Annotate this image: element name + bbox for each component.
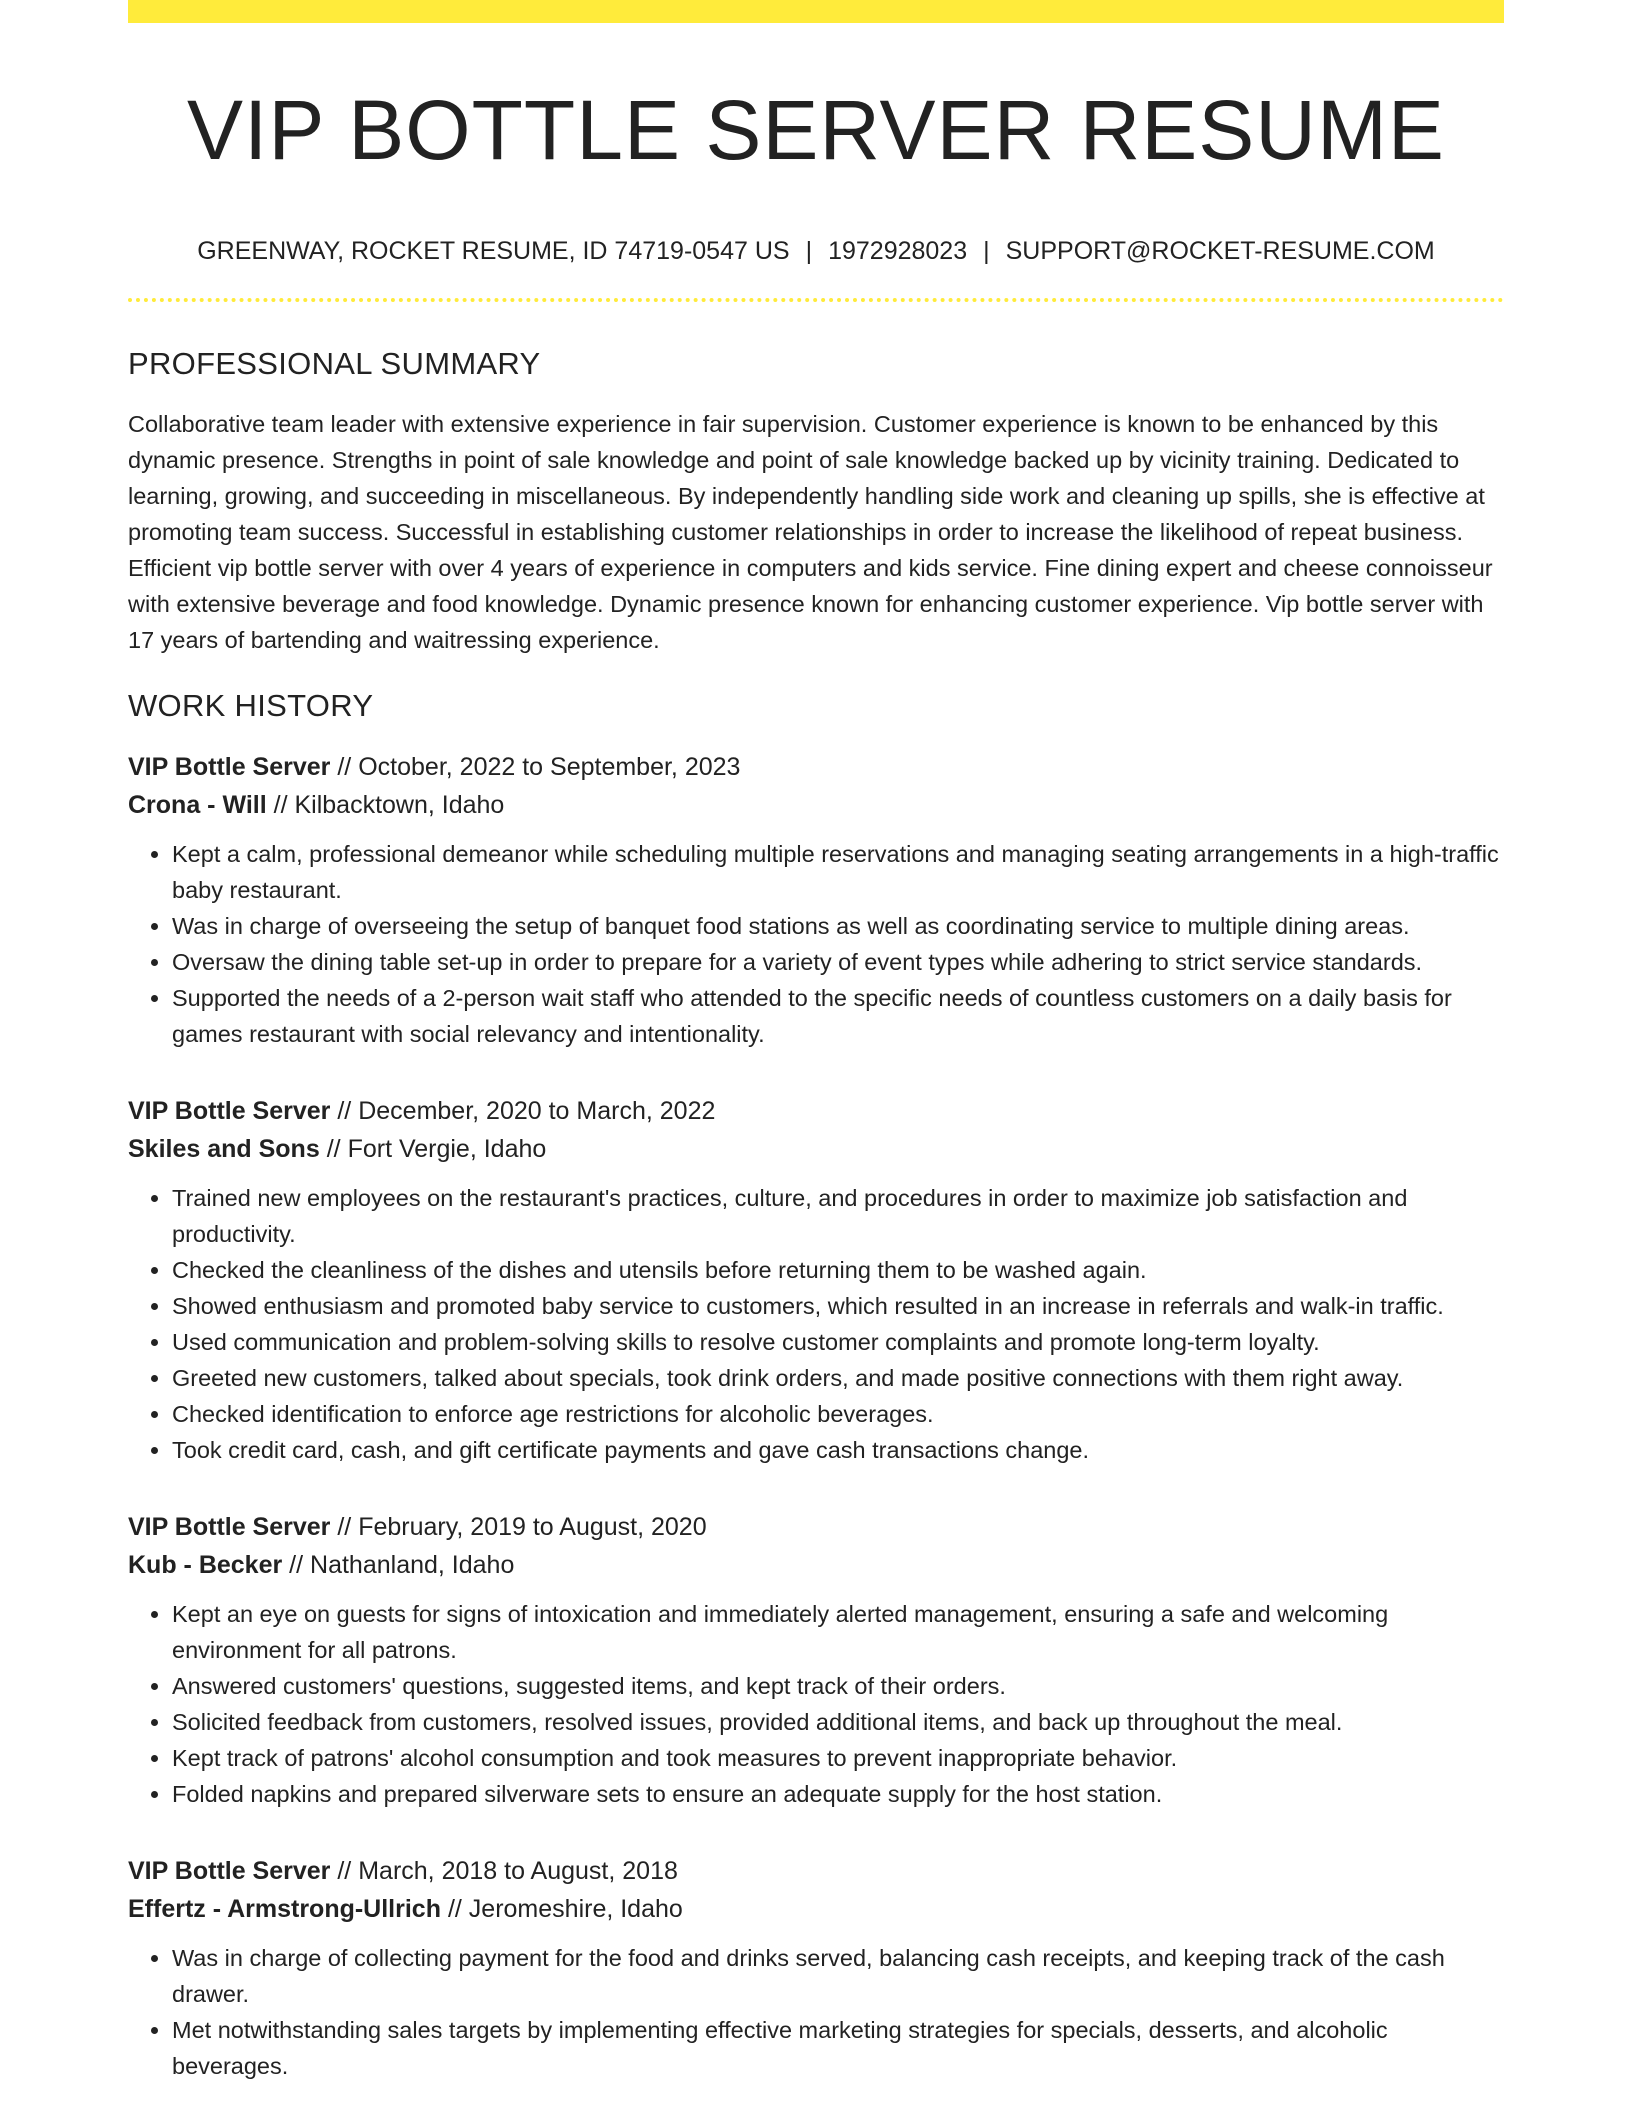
job-title-line	[128, 1508, 1504, 1546]
resume-content	[128, 0, 1504, 2084]
job-bullet: • Checked identification to enforce age restrictions for alcoholic beverages.	[172, 1396, 1504, 1432]
job-company-line	[128, 1130, 1504, 1168]
job-title: VIP Bottle Server	[128, 1857, 331, 1885]
job-bullet: • Took credit card, cash, and gift certificate payments and gave cash transactions change.	[172, 1432, 1504, 1468]
job-entry	[128, 748, 1504, 1052]
job-bullet-list	[128, 836, 1504, 1052]
job-entry	[128, 1508, 1504, 1812]
job-dates: February, 2019 to August, 2020	[358, 1513, 707, 1541]
job-divider: //	[289, 1551, 304, 1579]
job-bullet: • Checked the cleanliness of the dishes and utensils before returning them to be washed again.	[172, 1252, 1504, 1288]
job-bullet: • Folded napkins and prepared silverware sets to ensure an adequate supply for the host station.	[172, 1776, 1504, 1812]
work-history-heading: WORK HISTORY	[128, 688, 374, 723]
job-bullet: • Used communication and problem-solving skills to resolve customer complaints and promote long-term loyalty.	[172, 1324, 1504, 1360]
job-bullet: • Kept a calm, professional demeanor while scheduling multiple reservations and managing seating arrangements in a high-traffic baby restaurant.	[172, 836, 1504, 908]
job-dates: March, 2018 to August, 2018	[358, 1857, 678, 1885]
job-company: Effertz - Armstrong-Ullrich	[128, 1895, 441, 1923]
contact-separator: |	[983, 237, 990, 265]
job-bullet: • Was in charge of overseeing the setup of banquet food stations as well as coordinating service to multiple dining areas.	[172, 908, 1504, 944]
job-entry	[128, 1092, 1504, 1468]
job-bullet: • Answered customers' questions, suggested items, and kept track of their orders.	[172, 1668, 1504, 1704]
job-title-line	[128, 1092, 1504, 1130]
job-bullet-list	[128, 1180, 1504, 1468]
job-dates: December, 2020 to March, 2022	[358, 1097, 716, 1125]
job-location: Fort Vergie, Idaho	[347, 1135, 547, 1163]
job-bullet: • Trained new employees on the restaurant's practices, culture, and procedures in order to maximize job satisfaction and productivity.	[172, 1180, 1504, 1252]
job-divider: //	[273, 791, 288, 819]
job-bullet-list	[128, 1596, 1504, 1812]
job-company: Kub - Becker	[128, 1551, 283, 1579]
contact-address: GREENWAY, ROCKET RESUME, ID 74719-0547 US	[197, 237, 790, 265]
job-bullet: • Kept an eye on guests for signs of intoxication and immediately alerted management, ensuring a safe and welcoming environment for all patrons.	[172, 1596, 1504, 1668]
job-dates: October, 2022 to September, 2023	[358, 753, 741, 781]
job-bullet: • Kept track of patrons' alcohol consumption and took measures to prevent inappropriate behavior.	[172, 1740, 1504, 1776]
job-company-line	[128, 1890, 1504, 1928]
work-history-list	[128, 748, 1504, 2084]
job-divider: //	[337, 1857, 352, 1885]
job-bullet: • Supported the needs of a 2-person wait staff who attended to the specific needs of countless customers on a daily basis for games restaurant with social relevancy and intentionality.	[172, 980, 1504, 1052]
job-title: VIP Bottle Server	[128, 1097, 331, 1125]
job-company-line	[128, 786, 1504, 824]
job-company-line	[128, 1546, 1504, 1584]
summary-heading: PROFESSIONAL SUMMARY	[128, 346, 541, 381]
contact-email: SUPPORT@ROCKET-RESUME.COM	[1005, 237, 1435, 265]
contact-separator: |	[805, 237, 813, 265]
contact-line	[128, 236, 1504, 266]
job-bullet: • Greeted new customers, talked about specials, took drink orders, and made positive connections with them right away.	[172, 1360, 1504, 1396]
summary-text: Collaborative team leader with extensive experience in fair supervision. Customer experience is known to be enhanced by this dynamic presence. Strengths in point of sale knowledge and point of sale knowledge backed up by vicinity training. Dedicated to learning, growing, and succeeding in miscellaneous. By independently handling side work and cleaning up spills, she is effective at promoting team success. Successful in establishing customer relationships in order to increase the likelihood of repeat business. Efficient vip bottle server with over 4 years of experience in computers and kids service. Fine dining expert and cheese connoisseur with extensive beverage and food knowledge. Dynamic presence known for enhancing customer experience. Vip bottle server with 17 years of bartending and waitressing experience.	[128, 411, 1493, 653]
job-location: Nathanland, Idaho	[310, 1551, 515, 1579]
job-entry	[128, 1852, 1504, 2084]
job-bullet: • Was in charge of collecting payment for the food and drinks served, balancing cash receipts, and keeping track of the cash drawer.	[172, 1940, 1504, 2012]
job-divider: //	[337, 1097, 352, 1125]
job-bullet: • Solicited feedback from customers, resolved issues, provided additional items, and back up throughout the meal.	[172, 1704, 1504, 1740]
job-title-line	[128, 1852, 1504, 1890]
job-company: Crona - Will	[128, 791, 267, 819]
job-bullet-list	[128, 1940, 1504, 2084]
resume-title: VIP BOTTLE SERVER RESUME	[187, 83, 1445, 177]
job-bullet: • Met notwithstanding sales targets by implementing effective marketing strategies for specials, desserts, and alcoholic beverages.	[172, 2012, 1504, 2084]
job-divider: //	[326, 1135, 341, 1163]
dotted-divider	[128, 298, 1504, 302]
job-location: Jeromeshire, Idaho	[468, 1895, 683, 1923]
job-divider: //	[337, 753, 352, 781]
job-title: VIP Bottle Server	[128, 1513, 331, 1541]
job-bullet: • Oversaw the dining table set-up in order to prepare for a variety of event types while adhering to strict service standards.	[172, 944, 1504, 980]
contact-phone: 1972928023	[828, 237, 968, 265]
job-location: Kilbacktown, Idaho	[294, 791, 505, 819]
job-title-line	[128, 748, 1504, 786]
job-divider: //	[337, 1513, 352, 1541]
job-divider: //	[447, 1895, 462, 1923]
job-bullet: • Showed enthusiasm and promoted baby service to customers, which resulted in an increase in referrals and walk-in traffic.	[172, 1288, 1504, 1324]
job-title: VIP Bottle Server	[128, 753, 331, 781]
job-company: Skiles and Sons	[128, 1135, 320, 1163]
